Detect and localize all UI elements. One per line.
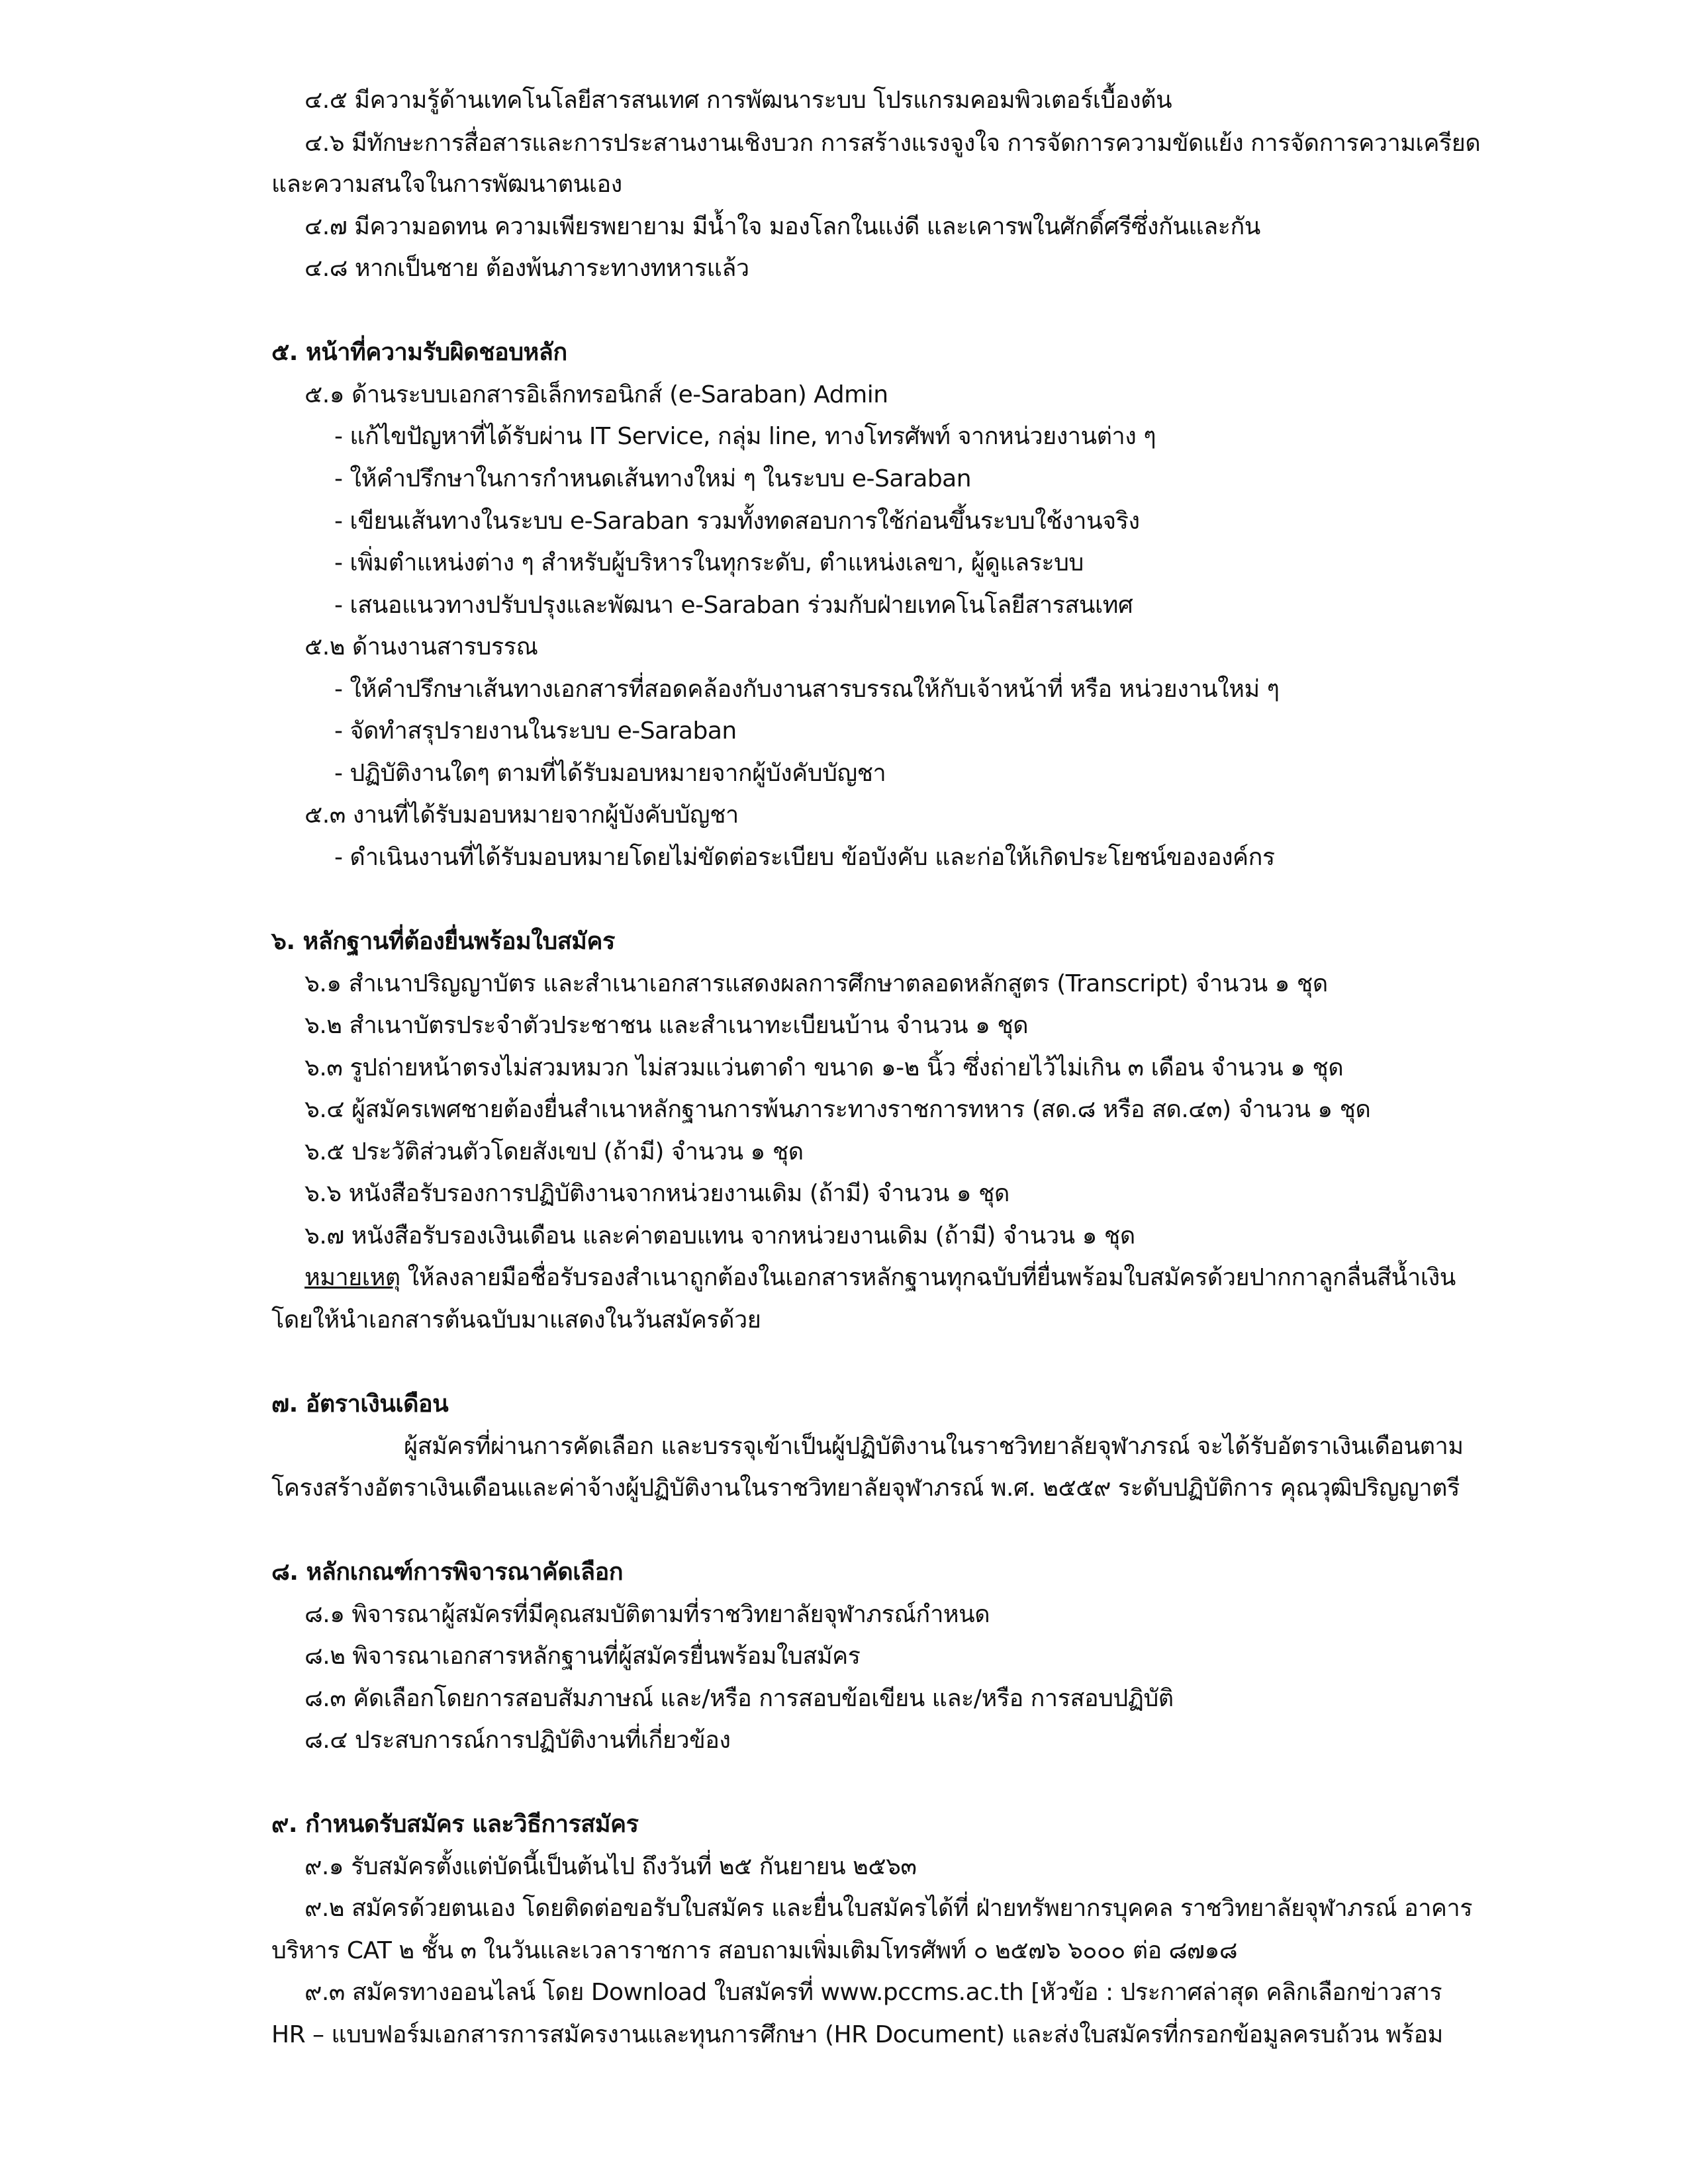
application-9-1: ๙.๑ รับสมัครตั้งแต่บัดนี้เป็นต้นไป ถึงวันที่ ๒๕ กันยายน ๒๕๖๓ [305, 1853, 917, 1880]
qualification-4-5: ๔.๕ มีความรู้ด้านเทคโนโลยีสารสนเทศ การพัฒนาระบบ โปรแกรมคอมพิวเตอร์เบื้องต้น [305, 87, 1172, 114]
document-item: ๖.๗ หนังสือรับรองเงินเดือน และค่าตอบแทน จากหน่วยงานเดิม (ถ้ามี) จำนวน ๑ ชุด [305, 1222, 1135, 1250]
duty-5-1: ๕.๑ ด้านระบบเอกสารอิเล็กทรอนิกส์ (e-Saraban) Admin [305, 381, 888, 408]
duty-5-3-item: - ดำเนินงานที่ได้รับมอบหมายโดยไม่ขัดต่อระเบียบ ข้อบังคับ และก่อให้เกิดประโยชน์ขององค์กร [334, 844, 1275, 871]
duty-5-2: ๕.๒ ด้านงานสารบรรณ [305, 633, 538, 660]
documents-note-line1 [305, 1261, 1456, 1295]
document-item: ๖.๑ สำเนาปริญญาบัตร และสำเนาเอกสารแสดงผลการศึกษาตลอดหลักสูตร (Transcript) จำนวน ๑ ชุด [305, 970, 1328, 997]
document-item: ๖.๒ สำเนาบัตรประจำตัวประชาชน และสำเนาทะเบียนบ้าน จำนวน ๑ ชุด [305, 1012, 1029, 1039]
duty-5-1-item: - แก้ไขปัญหาที่ได้รับผ่าน IT Service, กลุ่ม line, ทางโทรศัพท์ จากหน่วยงานต่าง ๆ [334, 423, 1156, 450]
salary-line2: โครงสร้างอัตราเงินเดือนและค่าจ้างผู้ปฏิบัติงานในราชวิทยาลัยจุฬาภรณ์ พ.ศ. ๒๕๕๙ ระดับปฏิบัติการ คุณวุฒิปริญญาตรี [271, 1475, 1460, 1502]
application-9-3-line1: ๙.๓ สมัครทางออนไลน์ โดย Download ใบสมัครที่ www.pccms.ac.th [หัวข้อ : ประกาศล่าสุด คลิกเลือกข่าวสาร [305, 1979, 1442, 2006]
document-item: ๖.๖ หนังสือรับรองการปฏิบัติงานจากหน่วยงานเดิม (ถ้ามี) จำนวน ๑ ชุด [305, 1180, 1009, 1207]
document-item: ๖.๓ รูปถ่ายหน้าตรงไม่สวมหมวก ไม่สวมแว่นตาดำ ขนาด ๑-๒ นิ้ว ซึ่งถ่ายไว้ไม่เกิน ๓ เดือน จำนวน ๑ ชุด [305, 1054, 1344, 1081]
duty-5-1-item: - เขียนเส้นทางในระบบ e-Saraban รวมทั้งทดสอบการใช้ก่อนขึ้นระบบใช้งานจริง [334, 508, 1140, 535]
note-text: ให้ลงลายมือชื่อรับรองสำเนาถูกต้องในเอกสารหลักฐานทุกฉบับที่ยื่นพร้อมใบสมัครด้วยปากกาลูกลื่นสีน้ำเงิน [400, 1264, 1456, 1291]
criteria-item: ๘.๒ พิจารณาเอกสารหลักฐานที่ผู้สมัครยื่นพร้อมใบสมัคร [305, 1643, 861, 1670]
qualification-4-6-line2: และความสนใจในการพัฒนาตนเอง [271, 171, 622, 198]
application-heading: ๙. กำหนดรับสมัคร และวิธีการสมัคร [271, 1811, 639, 1838]
criteria-item: ๘.๑ พิจารณาผู้สมัครที่มีคุณสมบัติตามที่ราชวิทยาลัยจุฬาภรณ์กำหนด [305, 1601, 990, 1628]
duty-5-3: ๕.๓ งานที่ได้รับมอบหมายจากผู้บังคับบัญชา [305, 801, 739, 829]
duty-5-2-item: - ให้คำปรึกษาเส้นทางเอกสารที่สอดคล้องกับงานสารบรรณให้กับเจ้าหน้าที่ หรือ หน่วยงานใหม่ ๆ [334, 676, 1280, 703]
document-item: ๖.๔ ผู้สมัครเพศชายต้องยื่นสำเนาหลักฐานการพ้นภาระทางราชการทหาร (สด.๘ หรือ สด.๔๓) จำนวน ๑ ชุด [305, 1096, 1371, 1123]
duty-5-2-item: - จัดทำสรุปรายงานในระบบ e-Saraban [334, 717, 737, 745]
qualification-4-7: ๔.๗ มีความอดทน ความเพียรพยายาม มีน้ำใจ มองโลกในแง่ดี และเคารพในศักดิ์ศรีซึ่งกันและกัน [305, 213, 1260, 240]
application-9-3-line2: HR – แบบฟอร์มเอกสารการสมัครงานและทุนการศึกษา (HR Document) และส่งใบสมัครที่กรอกข้อมูลครบถ้วน พร้อม [271, 2021, 1443, 2048]
salary-line1: ผู้สมัครที่ผ่านการคัดเลือก และบรรจุเข้าเป็นผู้ปฏิบัติงานในราชวิทยาลัยจุฬาภรณ์ จะได้รับอัตราเงินเดือนตาม [404, 1433, 1464, 1460]
note-label: หมายเหตุ [305, 1264, 400, 1291]
qualification-4-6-line1: ๔.๖ มีทักษะการสื่อสารและการประสานงานเชิงบวก การสร้างแรงจูงใจ การจัดการความขัดแย้ง การจัดการความเครียด [305, 130, 1481, 157]
duty-5-1-item: - ให้คำปรึกษาในการกำหนดเส้นทางใหม่ ๆ ในระบบ e-Saraban [334, 465, 972, 492]
document-item: ๖.๕ ประวัติส่วนตัวโดยสังเขป (ถ้ามี) จำนวน ๑ ชุด [305, 1138, 804, 1165]
criteria-heading: ๘. หลักเกณฑ์การพิจารณาคัดเลือก [271, 1559, 624, 1586]
documents-heading: ๖. หลักฐานที่ต้องยื่นพร้อมใบสมัคร [271, 928, 615, 955]
duty-5-2-item: - ปฏิบัติงานใดๆ ตามที่ได้รับมอบหมายจากผู้บังคับบัญชา [334, 760, 886, 787]
qualification-4-8: ๔.๘ หากเป็นชาย ต้องพ้นภาระทางทหารแล้ว [305, 255, 749, 282]
application-9-2-line2: บริหาร CAT ๒ ชั้น ๓ ในวันและเวลาราชการ สอบถามเพิ่มเติมโทรศัพท์ ๐ ๒๕๗๖ ๖๐๐๐ ต่อ ๘๗๑๘ [271, 1937, 1238, 1964]
criteria-item: ๘.๔ ประสบการณ์การปฏิบัติงานที่เกี่ยวข้อง [305, 1727, 731, 1754]
documents-note-line2: โดยให้นำเอกสารต้นฉบับมาแสดงในวันสมัครด้วย [271, 1306, 761, 1334]
criteria-item: ๘.๓ คัดเลือกโดยการสอบสัมภาษณ์ และ/หรือ การสอบข้อเขียน และ/หรือ การสอบปฏิบัติ [305, 1685, 1174, 1712]
duties-heading: ๕. หน้าที่ความรับผิดชอบหลัก [271, 339, 567, 366]
application-9-2-line1: ๙.๒ สมัครด้วยตนเอง โดยติดต่อขอรับใบสมัคร และยื่นใบสมัครได้ที่ ฝ่ายทรัพยากรบุคคล ราชวิทยาลัยจุฬาภรณ์ อาคาร [305, 1895, 1473, 1922]
duty-5-1-item: - เพิ่มตำแหน่งต่าง ๆ สำหรับผู้บริหารในทุกระดับ, ตำแหน่งเลขา, ผู้ดูแลระบบ [334, 549, 1084, 576]
salary-heading: ๗. อัตราเงินเดือน [271, 1390, 449, 1418]
duty-5-1-item: - เสนอแนวทางปรับปรุงและพัฒนา e-Saraban ร่วมกับฝ่ายเทคโนโลยีสารสนเทศ [334, 592, 1133, 619]
